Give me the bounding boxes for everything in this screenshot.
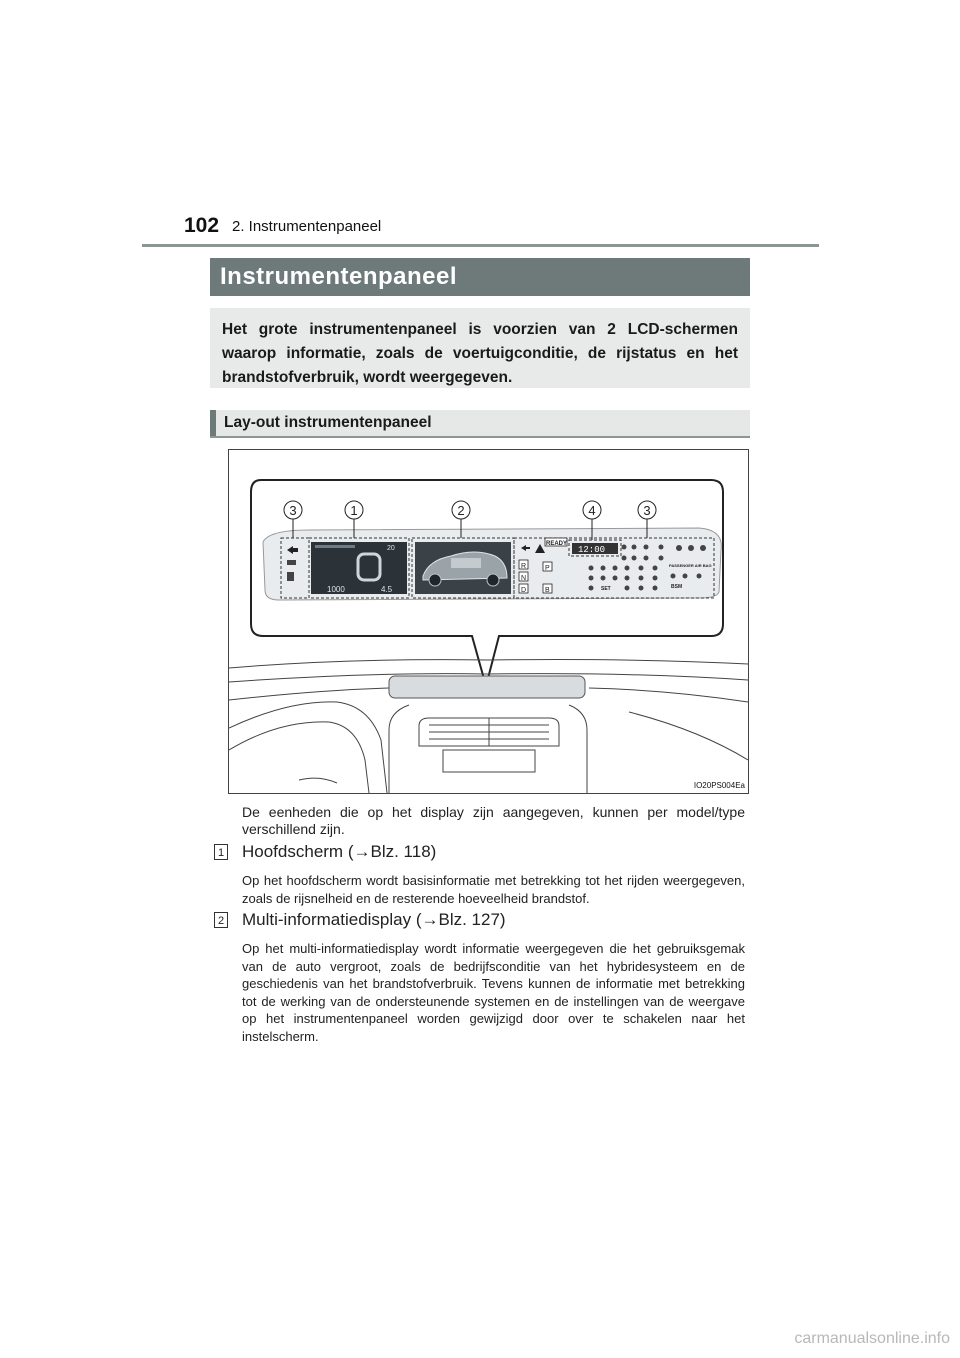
- figure-code: IO20PS004Ea: [693, 781, 745, 790]
- intro-text: Het grote instrumentenpaneel is voorzien van 2 LCD-schermen waarop informatie, zoals de voertuigconditie, de rijstatus en het brandstofverbruik, wordt weergegeven.: [222, 321, 738, 386]
- car-window: [451, 558, 481, 568]
- footer-watermark: carmanualsonline.info: [794, 1330, 950, 1347]
- units-note: De eenheden die op het display zijn aangegeven, kunnen per model/type verschillend zijn.: [242, 804, 745, 837]
- callout-number: 2: [457, 503, 465, 518]
- gear-p: P: [545, 565, 550, 572]
- section-heading: [210, 410, 750, 438]
- header-rule: [142, 244, 819, 247]
- item-number-badge: 1: [214, 844, 228, 860]
- headlight-icon: [287, 560, 296, 565]
- section-heading-text: Lay-out instrumentenpaneel: [224, 414, 432, 431]
- main-display-trip: 4.5: [381, 585, 393, 594]
- callout-number: 1: [350, 503, 358, 518]
- gear-n: N: [521, 575, 527, 582]
- main-display-bar: [315, 545, 355, 548]
- airbag-label: PASSENGER AIR BAG: [669, 563, 712, 568]
- cluster-housing: [389, 676, 585, 698]
- callout-number: 4: [588, 503, 596, 518]
- gear-b: B: [545, 587, 550, 594]
- instrument-panel-figure: [228, 449, 749, 794]
- item-number-badge: 2: [214, 912, 228, 928]
- breadcrumb: 2. Instrumentenpaneel: [232, 218, 382, 235]
- page-title-bar: [210, 258, 750, 296]
- item-title: Hoofdscherm (→Blz. 118): [242, 842, 437, 861]
- callout-number: 3: [289, 503, 297, 518]
- instrument-panel-illustration: [229, 450, 748, 793]
- fuel-icon: [287, 572, 294, 581]
- car-wheel-rear: [487, 574, 499, 586]
- main-display-odometer: 1000: [327, 585, 345, 594]
- callout-number: 3: [643, 503, 651, 518]
- clock-text: 12:00: [578, 545, 606, 555]
- ready-label: READY: [546, 541, 568, 547]
- gear-d: D: [521, 587, 527, 594]
- car-wheel-front: [429, 574, 441, 586]
- item-title: Multi-informatiedisplay (→Blz. 127): [242, 910, 506, 929]
- page-number: 102: [184, 214, 220, 237]
- item-description: Op het hoofdscherm wordt basisinformatie met betrekking tot het rijden weergegeven, zoals de rijsnelheid en de resterende hoeveelheid brandstof.: [242, 873, 745, 906]
- section-heading-accent: [210, 410, 216, 436]
- intro-box: [210, 308, 750, 388]
- main-display-temp: 20: [387, 545, 395, 552]
- item-description: Op het multi-informatiedisplay wordt informatie weergegeven die het gebruiksgemak van de auto vergroot, zoals de bedrijfsconditie van het hybridesysteem en de geschiedenis van het brandstofverbruik. Tevens kunnen de informatie met betrekking tot de werking van de ondersteunende systemen en de instellingen van de weergave op het instrumentenpaneel worden gewijzigd door over te schakelen naar het instelscherm.: [242, 941, 745, 1044]
- gear-r: R: [521, 563, 527, 570]
- page-title: Instrumentenpaneel: [220, 263, 458, 290]
- bsm-label: BSM: [671, 584, 683, 590]
- set-label: SET: [601, 586, 611, 592]
